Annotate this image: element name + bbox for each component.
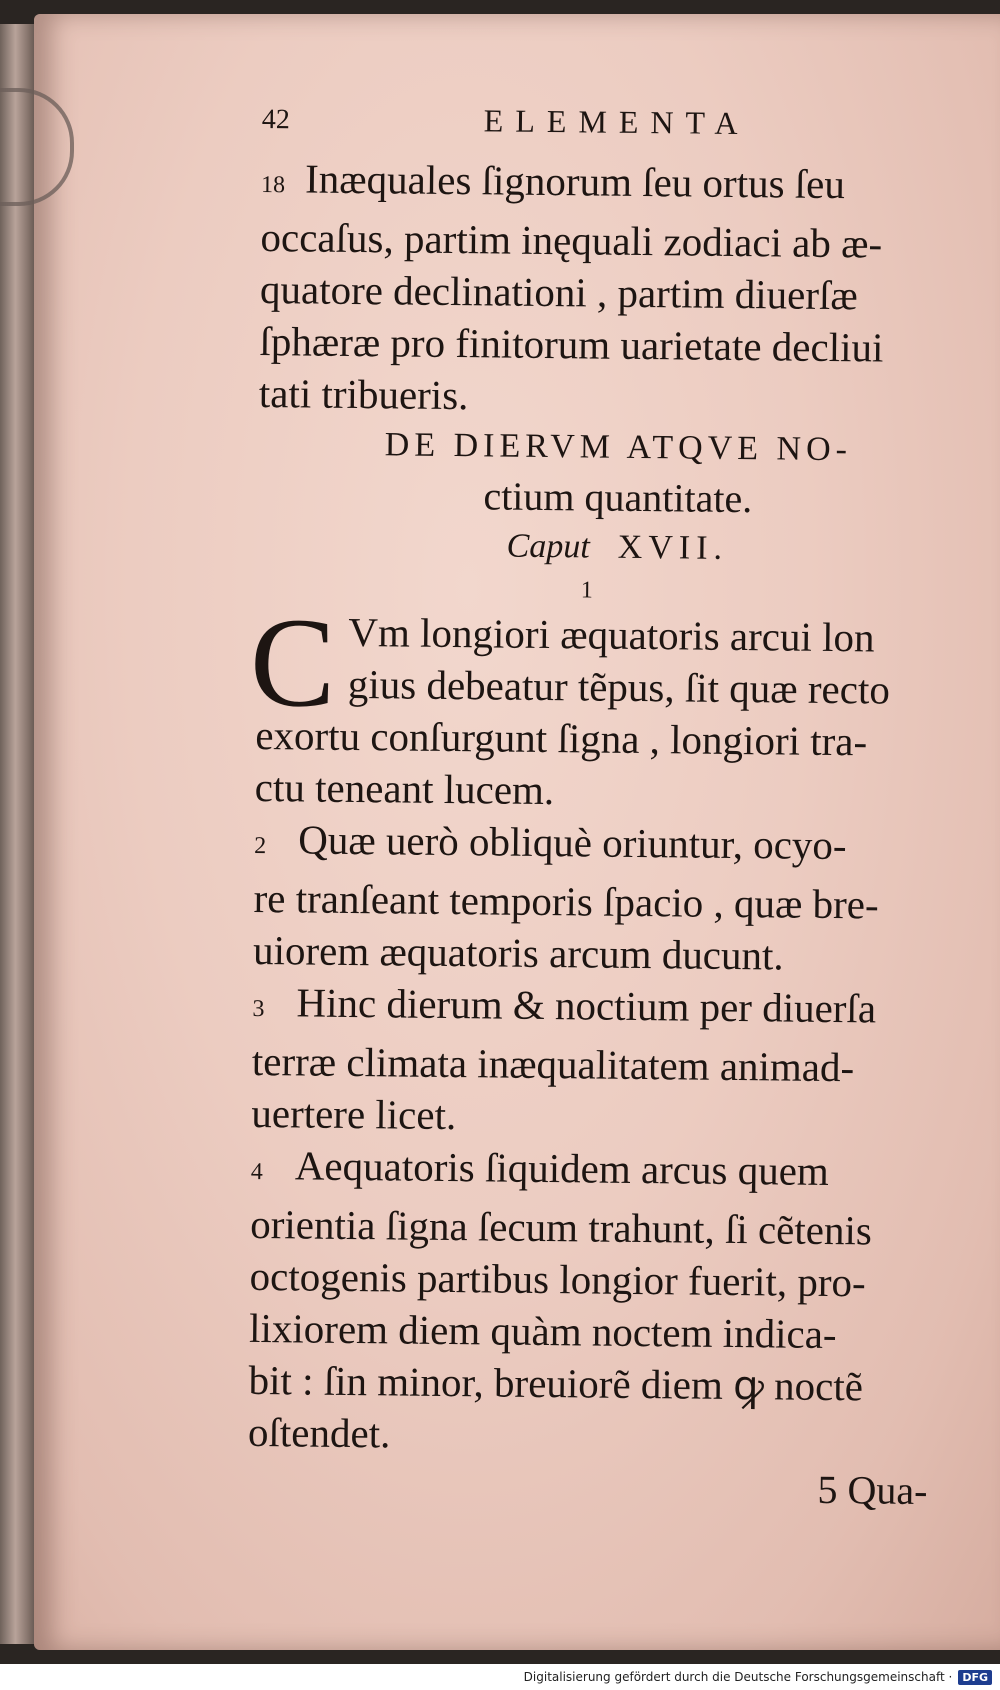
text-line: tati tribueris. <box>258 369 469 419</box>
text-line: uiorem æquatoris arcum ducunt. <box>252 926 784 979</box>
text-block <box>247 100 982 1517</box>
text-line: 2 Quæ uerò obliquè oriuntur, ocyo- <box>254 813 975 880</box>
text-line: uertere licet. <box>251 1089 457 1139</box>
paragraph-2 <box>253 813 975 984</box>
text-line: re tranſeant temporis ſpacio , quæ bre- <box>253 874 879 928</box>
chapter-number <box>257 519 977 577</box>
text-line: occaſus, partim inęquali zodiaci ab æ- <box>260 213 883 267</box>
dfg-logo-icon: DFG <box>958 1670 992 1685</box>
paragraph-number: 3 <box>252 995 265 1023</box>
text-line: ſphæræ pro finitorum uarietate decliui <box>259 317 884 371</box>
text-line: quatore declinationi , partim diuerſæ <box>259 265 858 319</box>
footer-credit <box>0 1664 1000 1690</box>
text-line: gius debeatur tẽpus, ſit quæ recto <box>347 660 891 713</box>
caput-label: Caput <box>506 527 590 566</box>
paragraph-18 <box>259 152 982 427</box>
text-line: orientia ſigna ſecum trahunt, ſi cẽtenis <box>249 1200 873 1254</box>
text-line: octogenis partibus longior fuerit, pro- <box>249 1252 866 1306</box>
text-line: Vm longiori æquatoris arcui lon <box>348 608 875 661</box>
running-title: ELEMENTA <box>483 102 750 142</box>
paragraph-number: 18 <box>260 171 286 199</box>
chapter-heading: DE DIERVM ATQVE NO- <box>384 426 853 469</box>
text-line: lixiorem diem quàm noctem indica- <box>248 1304 837 1358</box>
caput-roman: XVII. <box>617 528 729 567</box>
footer-text: Digitalisierung gefördert durch die Deutsche Forschungsgemeinschaft · <box>523 1670 953 1684</box>
text-line: 18 Inæquales ſignorum ſeu ortus ſeu <box>261 152 982 219</box>
paragraph-3 <box>251 976 973 1147</box>
text-line: 4 Aequatoris ſiquidem arcus quem <box>251 1139 972 1206</box>
paragraph-number: 2 <box>254 832 267 860</box>
paragraph-number: 4 <box>250 1158 263 1186</box>
text-line: bit : ſin minor, breuiorẽ diem ꝙ noctẽ <box>248 1356 864 1410</box>
running-head <box>261 100 982 160</box>
text-line: terræ climata inæqualitatem animad- <box>251 1037 855 1091</box>
text-line: exortu conſurgunt ſigna , longiori tra- <box>255 711 868 765</box>
chapter-heading-continued: ctium quantitate. <box>483 473 753 522</box>
text-line: oſtendet. <box>247 1408 391 1457</box>
drop-cap-initial: C <box>249 590 337 734</box>
text-line: 3 Hinc dierum & noctium per diuerſa <box>252 976 973 1043</box>
paragraph-1 <box>249 590 977 821</box>
paragraph-number: 1 <box>580 577 594 604</box>
text-line: ctu teneant lucem. <box>254 763 555 814</box>
catchword: 5 Qua- <box>817 1466 928 1514</box>
paragraph-4 <box>248 1139 971 1466</box>
folio-number: 42 <box>261 103 290 136</box>
